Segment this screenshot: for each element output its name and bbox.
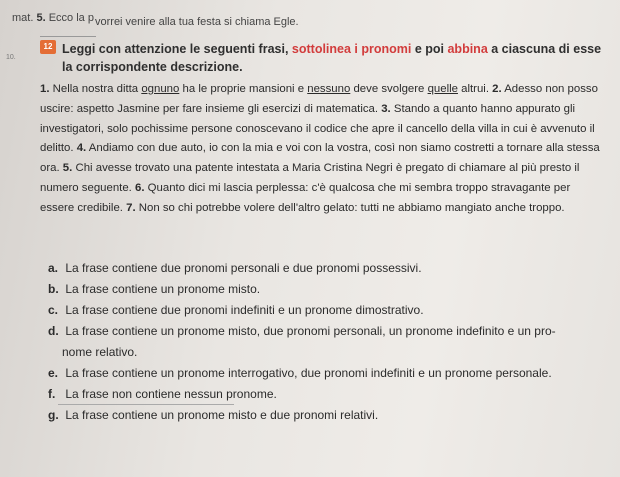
sentence-number: 2. [489,83,502,95]
prev-item-number: 5. [36,12,46,24]
option-text: La frase contiene un pronome interrogativo, due pronomi indefiniti e un pronome personale. [65,366,552,380]
option-letter: b. [48,282,59,296]
option-letter: e. [48,366,59,380]
option-e [48,363,608,384]
sentence-number: 1. [40,83,50,95]
sentence-7: Non so chi potrebbe volere dell'altro gelato: tutti ne abbiamo mangiato anche troppo. [135,201,565,214]
option-letter: d. [48,324,59,338]
side-number: 10. [6,54,16,61]
sentence-1c: deve svolgere [350,83,428,95]
option-b [48,279,608,300]
instruction-highlight-1: sottolinea i pronomi [291,42,412,56]
previous-exercise-line [12,12,94,24]
sentence-6: Quanto dici mi lascia perplessa: c'è qualcosa che mi sembra troppo stravagante per essere credibile. [40,181,571,214]
exercise-instruction [62,40,610,76]
instruction-post: a ciascuna di esse la corrispondente descrizione. [62,42,602,74]
option-g [48,405,608,426]
instruction-pre: Leggi con attenzione le seguenti frasi, [62,42,292,56]
option-text: La frase contiene due pronomi indefiniti e un pronome dimostrativo. [65,303,424,317]
instruction-highlight-2: abbina [447,42,488,56]
sentence-number: 3. [378,102,391,115]
option-text: La frase contiene un pronome misto. [65,282,261,296]
option-letter: f. [48,387,56,401]
option-text: La frase contiene un pronome misto, due pronomi personali, un pronome indefinito e un pro- [65,324,556,338]
sentence-number: 5. [59,162,73,175]
underlined-pronoun: ognuno [141,83,180,95]
option-text: La frase contiene due pronomi personali e due pronomi possessivi. [65,261,422,275]
sentence-number: 6. [131,181,145,194]
underlined-pronoun: quelle [427,83,458,95]
sentence-1d: altrui. [457,83,489,95]
option-a [48,258,608,279]
option-f [48,384,608,405]
sentence-5: Chi avesse trovato una patente intestata a Maria Cristina Negri è pregato di chiamare al più presto il numero seguente. [40,162,580,194]
option-d [48,321,608,363]
instruction-mid: e poi [411,42,448,56]
exercise-number-badge: 12 [40,40,56,54]
option-c [48,300,608,321]
previous-exercise-line-2: vorrei venire alla tua festa si chiama Egle. [95,16,299,28]
option-text: La frase contiene un pronome misto e due pronomi relativi. [65,408,379,422]
option-continuation: nome relativo. [62,345,138,359]
prev-item-text: Ecco la p [48,12,94,24]
option-text: La frase non contiene nessun pronome. [65,387,277,401]
underlined-pronoun: nessuno [307,83,351,95]
answer-line [58,404,234,405]
sentence-1a: Nella nostra ditta [49,83,142,95]
description-options [48,258,608,426]
option-letter: g. [48,408,59,422]
option-letter: a. [48,261,59,275]
option-letter: c. [48,303,59,317]
sentence-number: 7. [122,201,136,214]
prev-prefix: mat. [12,12,34,24]
exercise-paragraph [40,80,606,219]
sentence-1b: ha le proprie mansioni e [179,83,308,95]
sentence-number: 4. [73,142,87,155]
sentence-2: Adesso non posso uscire: aspetto Jasmine per fare insieme gli esercizi di matematica. [40,83,598,115]
answer-line [40,36,96,37]
sentence-3: Stando a quanto hanno appurato gli investigatori, solo pochissime persone conoscevano il codice che apre il cancello della villa in cui è avvenuto il delitto. [40,102,595,155]
sentence-4: Andiamo con due auto, io con la mia e voi con la vostra, così non siamo costretti a tornare alla stessa ora. [40,142,600,175]
